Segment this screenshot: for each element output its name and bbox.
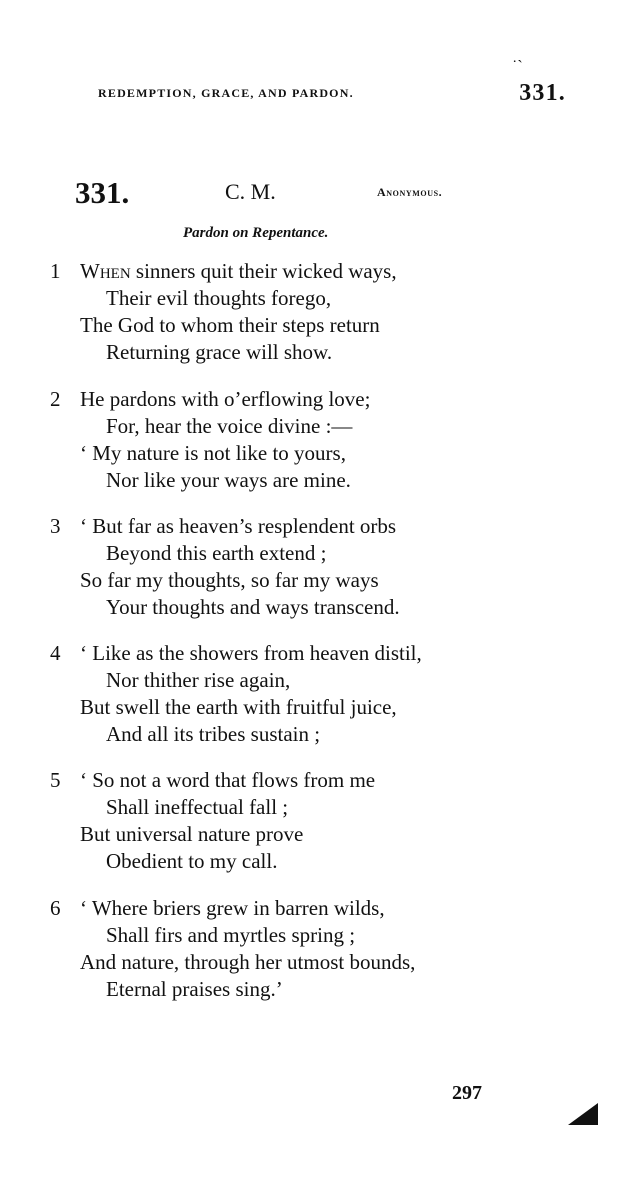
verse-number: 3: [50, 514, 61, 538]
stanza-line: For, hear the voice divine :—: [106, 414, 353, 438]
stanza-line: Nor thither rise again,: [106, 668, 291, 692]
stanza-line: The God to whom their steps return: [80, 313, 380, 337]
page-corner-mark: [568, 1103, 598, 1125]
stanza-line-text: ‘ Where briers grew in barren wilds,: [80, 896, 385, 920]
hymn-number: 331.: [75, 175, 130, 210]
stanza-line: So far my thoughts, so far my ways: [80, 568, 379, 592]
stanza-line: [50, 640, 520, 667]
hymn-subtitle: Pardon on Repentance.: [183, 225, 329, 241]
hymn-heading: [75, 175, 495, 215]
stanza-line: Returning grace will show.: [106, 340, 333, 364]
stanza-3: [50, 513, 520, 621]
stanza-line-text: ‘ Like as the showers from heaven distil,: [80, 641, 422, 665]
hymn-meter: C. M.: [225, 179, 276, 204]
stanza-line-text: He pardons with o’erflowing love;: [80, 387, 371, 411]
stanza-line: But universal nature prove: [80, 822, 304, 846]
stanza-line-text: ‘ But far as heaven’s resplendent orbs: [80, 514, 397, 538]
folio-number: 297: [452, 1082, 482, 1104]
ink-speck: ˙ˋ: [512, 58, 523, 75]
stanza-line: [50, 895, 520, 922]
stanza-line: ‘ My nature is not like to yours,: [80, 441, 346, 465]
stanza-line-text: ‘ So not a word that flows from me: [80, 768, 376, 792]
stanza-line: Nor like your ways are mine.: [106, 468, 351, 492]
running-head-page-number: 331.: [519, 80, 566, 106]
stanza-line: And nature, through her utmost bounds,: [80, 950, 416, 974]
stanza-2: [50, 386, 520, 494]
verse-initial-word: When: [80, 259, 131, 283]
stanza-line: But swell the earth with fruitful juice,: [80, 695, 397, 719]
stanza-line: And all its tribes sustain ;: [106, 722, 321, 746]
verse-number: 5: [50, 768, 61, 792]
stanza-line: [50, 386, 520, 413]
verse-number: 6: [50, 896, 61, 920]
hymn-author: Anonymous.: [377, 185, 443, 199]
running-head-title: REDEMPTION, GRACE, AND PARDON.: [98, 86, 354, 100]
stanza-line: Eternal praises sing.’: [106, 977, 283, 1001]
verse-number: 1: [50, 259, 61, 283]
stanza-line: Shall ineffectual fall ;: [106, 795, 289, 819]
stanza-line: [50, 258, 520, 285]
stanza-4: [50, 640, 520, 748]
stanza-line: Shall firs and myrtles spring ;: [106, 923, 356, 947]
stanza-line: Obedient to my call.: [106, 849, 278, 873]
stanza-6: [50, 895, 520, 1003]
stanza-line-text: sinners quit their wicked ways,: [130, 259, 397, 283]
verse-number: 4: [50, 641, 61, 665]
stanza-line: [50, 767, 520, 794]
stanza-1: [50, 258, 520, 366]
stanza-line: [50, 513, 520, 540]
verse-number: 2: [50, 387, 61, 411]
stanza-line: Your thoughts and ways transcend.: [106, 595, 400, 619]
stanza-line: Beyond this earth extend ;: [106, 541, 327, 565]
stanza-line: Their evil thoughts forego,: [106, 286, 332, 310]
stanza-5: [50, 767, 520, 875]
